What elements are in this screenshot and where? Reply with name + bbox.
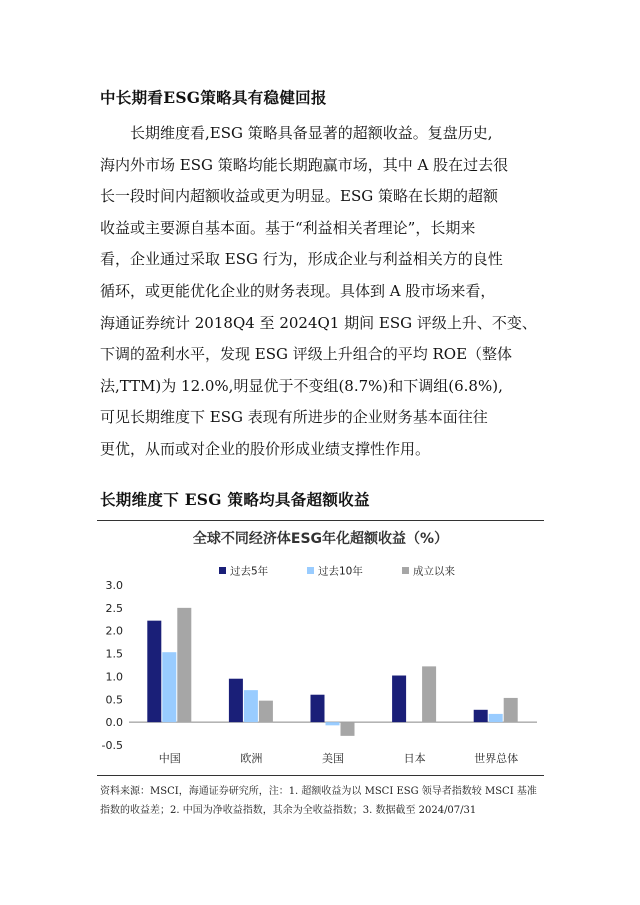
x-tick-label: 欧洲 [240, 752, 263, 765]
section-heading: 中长期看ESG策略具有稳健回报 [100, 88, 327, 107]
figure-bottom-rule [97, 775, 544, 776]
legend-label: 过去5年 [230, 565, 269, 578]
y-tick-label: 1.5 [105, 647, 123, 661]
bar [259, 701, 273, 722]
figure-top-rule [97, 520, 544, 521]
source-line: 指数的收益差；2. 中国为净收益指数，其余为全收益指数；3. 数据截至 2024/07/31 [100, 805, 477, 816]
paragraph-line: 长一段时间内超额收益或更为明显。ESG 策略在长期的超额 [100, 187, 498, 206]
y-tick-label: -0.5 [101, 739, 123, 752]
bar [341, 722, 355, 736]
y-tick-label: 2.0 [105, 624, 123, 638]
x-tick-label: 中国 [158, 752, 181, 765]
y-tick-label: 1.0 [105, 670, 123, 684]
legend-swatch [307, 567, 314, 574]
bar [422, 666, 436, 722]
figure-heading: 长期维度下 ESG 策略均具备超额收益 [100, 490, 370, 509]
paragraph-line: 海通证券统计 2018Q4 至 2024Q1 期间 ESG 评级上升、不变、 [100, 313, 537, 332]
source-line: 资料来源：MSCI，海通证券研究所，注：1. 超额收益为以 MSCI ESG 领导者指数较 MSCI 基准 [100, 786, 537, 797]
bar [162, 652, 176, 722]
x-tick-label: 世界总体 [474, 752, 519, 765]
bar-chart [97, 555, 544, 771]
bar [474, 710, 488, 722]
bar [177, 608, 191, 722]
x-tick-label: 日本 [403, 752, 426, 765]
y-tick-label: 2.5 [105, 601, 123, 615]
x-tick-label: 美国 [322, 752, 344, 765]
paragraph-line: 看，企业通过采取 ESG 行为，形成企业与利益相关方的良性 [100, 250, 503, 269]
paragraph-line: 更优，从而或对企业的股价形成业绩支撑性作用。 [100, 439, 431, 458]
paragraph-line: 下调的盈利水平，发现 ESG 评级上升组合的平均 ROE（整体 [100, 345, 513, 364]
body-paragraph [100, 118, 545, 466]
source-note [100, 782, 545, 820]
y-tick-label: 3.0 [105, 579, 123, 592]
paragraph-line: 法,TTM)为 12.0%,明显优于不变组(8.7%)和下调组(6.8%), [100, 376, 503, 395]
paragraph-line: 海内外市场 ESG 策略均能长期跑赢市场，其中 A 股在过去很 [100, 155, 509, 174]
paragraph-line: 可见长期维度下 ESG 表现有所进步的企业财务基本面往往 [100, 408, 488, 427]
y-tick-label: 0.5 [105, 693, 123, 707]
legend-swatch [219, 567, 226, 574]
legend-label: 过去10年 [318, 565, 363, 578]
paragraph-line: 长期维度看,ESG 策略具备显著的超额收益。复盘历史, [130, 124, 493, 142]
paragraph-line: 循环，或更能优化企业的财务表现。具体到 A 股市场来看， [100, 281, 496, 300]
paragraph-line: 收益或主要源自基本面。基于“利益相关者理论”，长期来 [100, 218, 476, 237]
chart-title: 全球不同经济体ESG年化超额收益（%） [192, 531, 449, 547]
bar [244, 690, 258, 722]
legend-label: 成立以来 [413, 565, 455, 578]
bar [392, 676, 406, 723]
legend-swatch [402, 567, 409, 574]
bar [229, 679, 243, 722]
y-tick-label: 0.0 [105, 716, 123, 730]
bar [311, 695, 325, 722]
bar [326, 722, 340, 725]
bar [147, 621, 161, 722]
bar [504, 698, 518, 722]
bar [489, 714, 503, 722]
